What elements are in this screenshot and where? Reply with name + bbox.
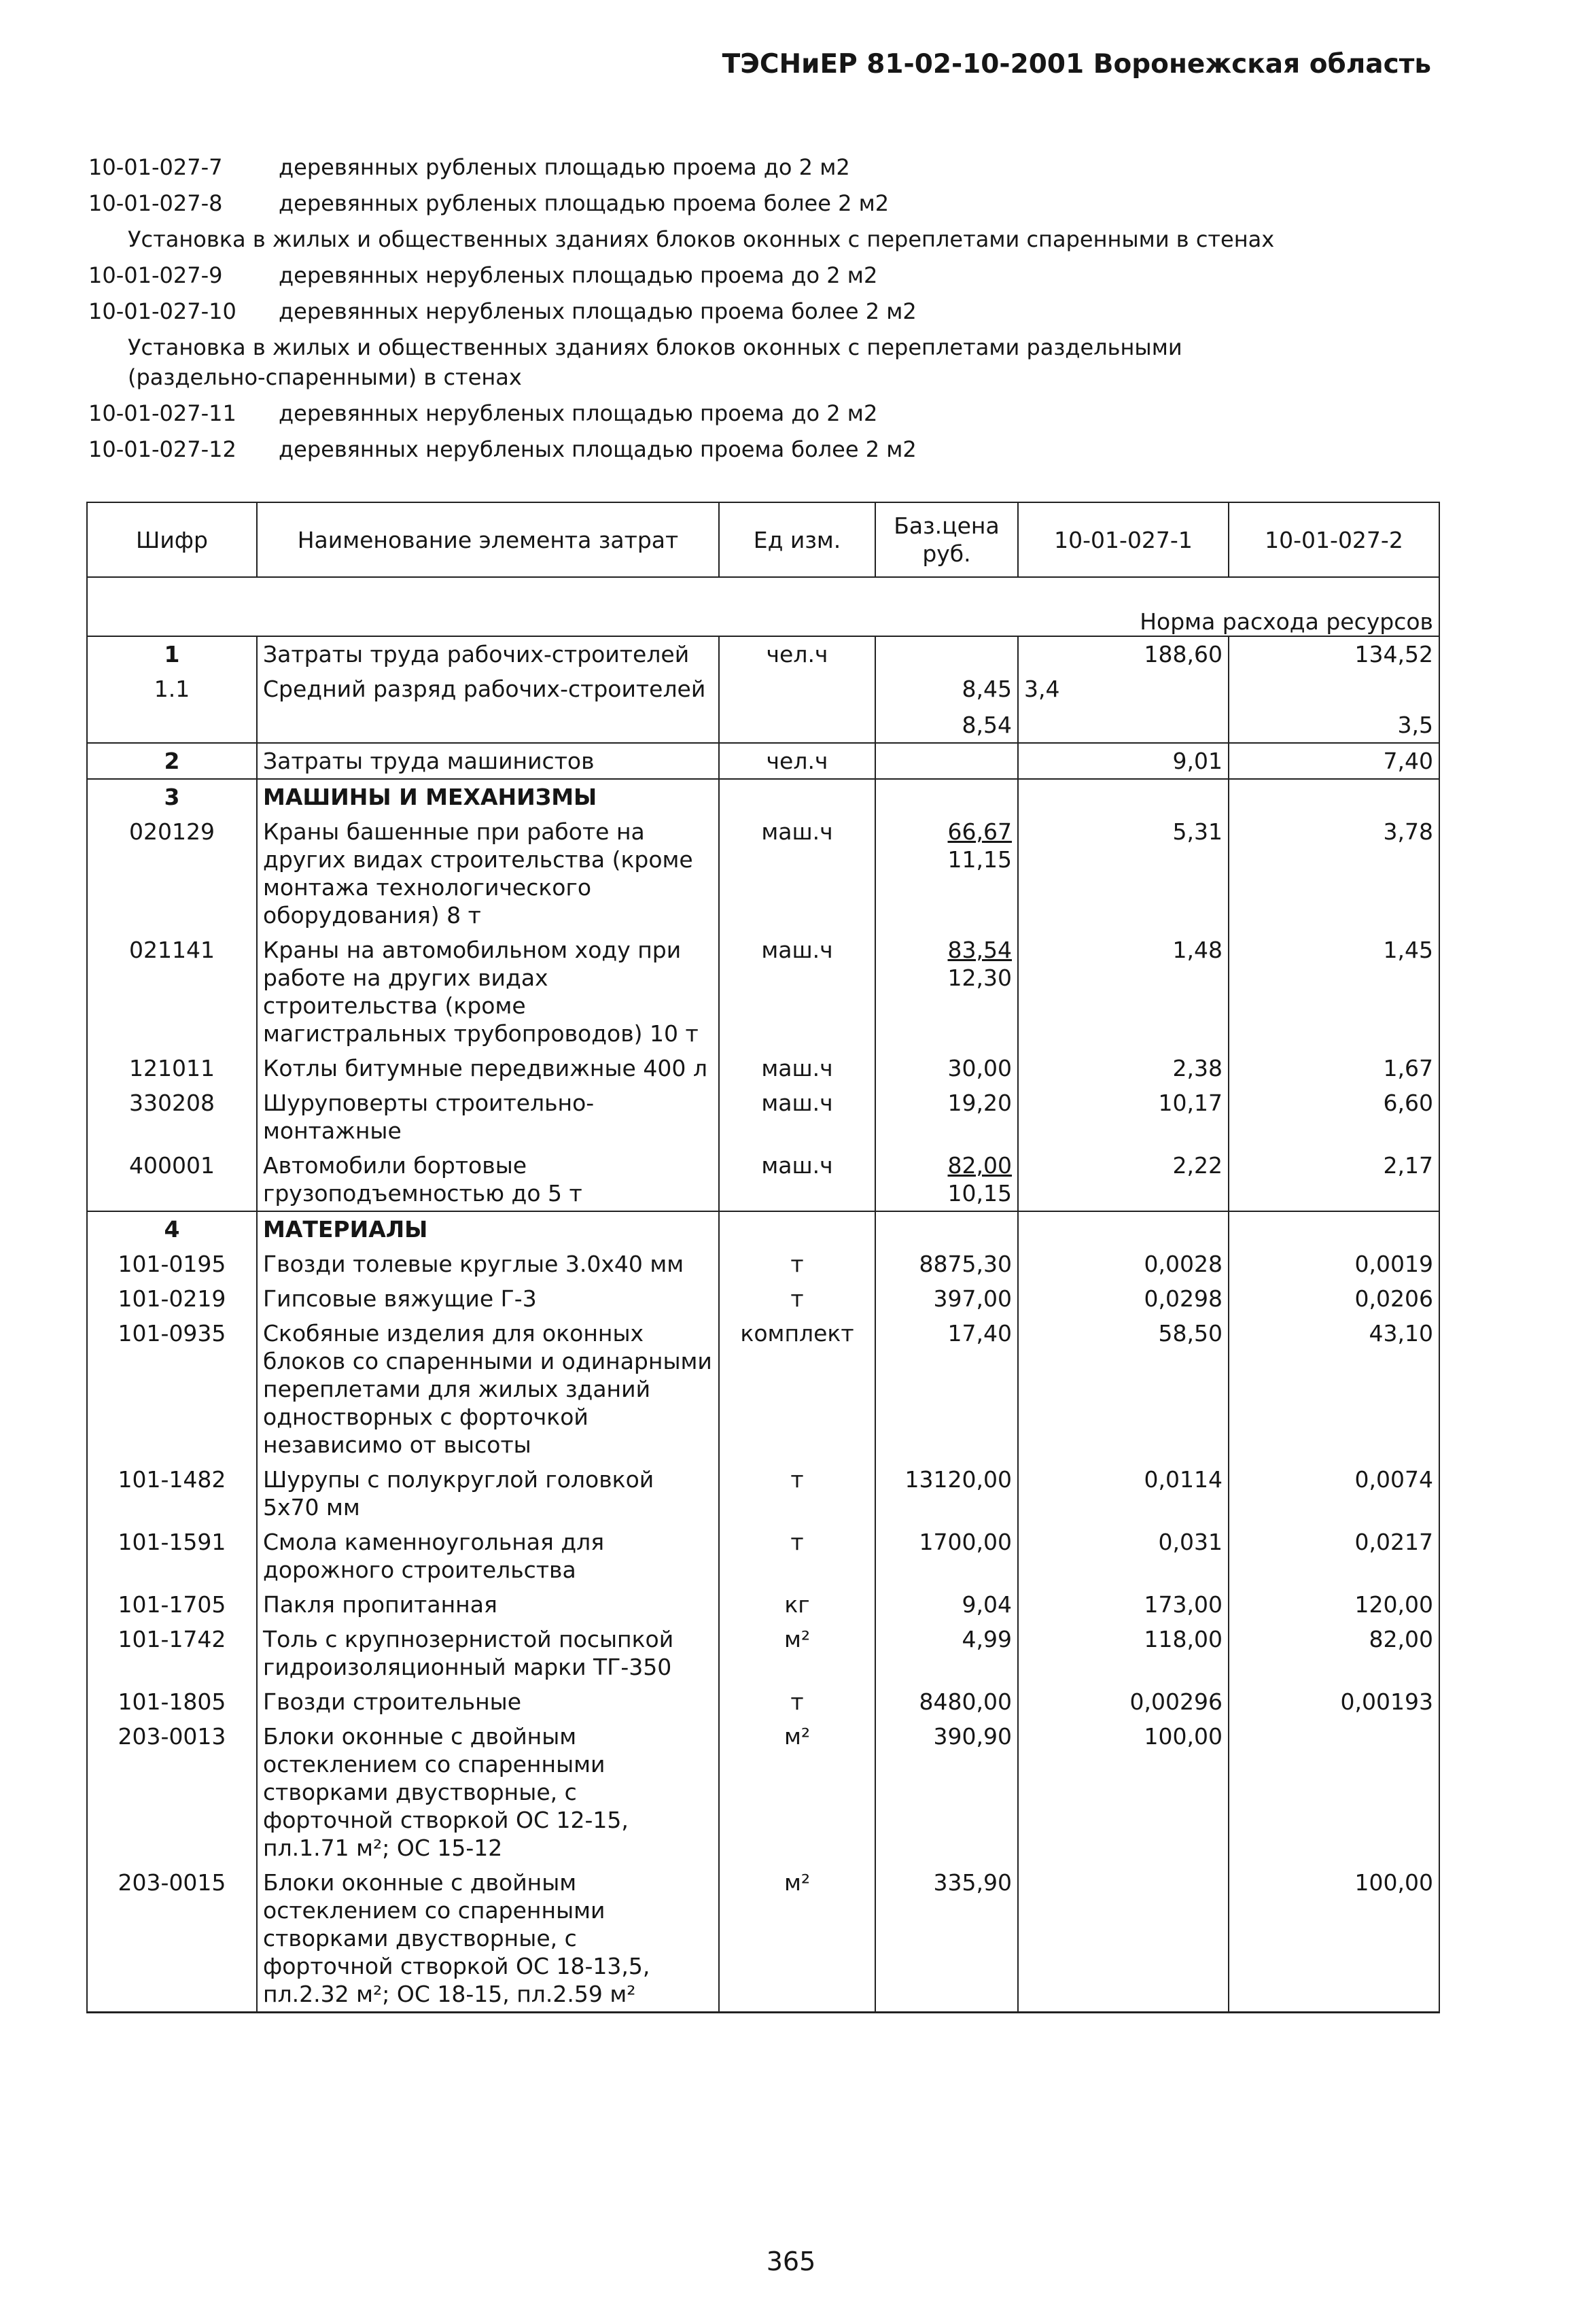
intro-group-heading	[88, 332, 1447, 392]
intro-code: 10-01-027-11	[88, 400, 236, 426]
row-value-1: 5,31	[1018, 814, 1229, 933]
header-cell: 10-01-027-1	[1018, 502, 1229, 577]
header-cell: Шифр	[87, 502, 257, 577]
row-price: 83,54	[947, 937, 1012, 963]
table-row	[87, 1525, 1439, 1587]
row-value-2: 0,0206	[1229, 1281, 1439, 1316]
table-row	[87, 1086, 1439, 1148]
row-code: 101-1482	[87, 1462, 257, 1525]
intro-text: Установка в жилых и общественных зданиях блоков оконных с переплетами спаренными в стенах	[128, 226, 1275, 252]
row-name: Пакля пропитанная	[257, 1587, 719, 1622]
row-price-cell	[875, 1051, 1018, 1086]
row-price-2: 11,15	[947, 846, 1012, 873]
row-price-cell	[875, 1086, 1018, 1148]
row-code: 101-0935	[87, 1316, 257, 1462]
row-value-2: 3,78	[1229, 814, 1439, 933]
row-price-cell	[875, 933, 1018, 1051]
page-number: 365	[766, 2247, 816, 2276]
row-code: 101-1591	[87, 1525, 257, 1587]
norm-label: Норма расхода ресурсов	[87, 577, 1439, 636]
row-value-2: 1,67	[1229, 1051, 1439, 1086]
row-value-1: 2,38	[1018, 1051, 1229, 1086]
row-value-2: 134,52	[1229, 636, 1439, 672]
intro-list	[88, 152, 1447, 470]
row-price: 1700,00	[875, 1525, 1018, 1587]
row-price: 390,90	[875, 1719, 1018, 1865]
row-price: 397,00	[875, 1281, 1018, 1316]
row-value-1: 173,00	[1018, 1587, 1229, 1622]
row-value-1: 0,031	[1018, 1525, 1229, 1587]
row-value-1: 10,17	[1018, 1086, 1229, 1148]
row-value-1: 3,4	[1024, 676, 1060, 702]
table-row	[87, 1148, 1439, 1211]
row-value-2: 0,0019	[1229, 1247, 1439, 1281]
row-name: Гипсовые вяжущие Г-3	[257, 1281, 719, 1316]
row-price: 66,67	[947, 818, 1012, 845]
row-name: Краны башенные при работе на других видах строительства (кроме монтажа технологического оборудования) 8 т	[257, 814, 719, 933]
intro-line	[88, 434, 1447, 464]
intro-code: 10-01-027-7	[88, 154, 223, 180]
row-price: 8480,00	[875, 1684, 1018, 1719]
row-price: 13120,00	[875, 1462, 1018, 1525]
table-row	[87, 1051, 1439, 1086]
row-name: Автомобили бортовые грузоподъемностью до 5 т	[257, 1148, 719, 1211]
intro-code: 10-01-027-12	[88, 436, 236, 462]
row-value-1: 188,60	[1018, 636, 1229, 672]
intro-code: 10-01-027-10	[88, 298, 236, 324]
row-value-2: 43,10	[1229, 1316, 1439, 1462]
row-name: Краны на автомобильном ходу при работе на других видах строительства (кроме магистральных трубопроводов) 10 т	[257, 933, 719, 1051]
intro-text: деревянных нерубленых площадью проема до 2 м2	[279, 262, 878, 288]
table-row	[87, 743, 1439, 779]
row-unit: чел.ч	[719, 636, 875, 672]
row-name: Гвозди толевые круглые 3.0х40 мм	[257, 1247, 719, 1281]
table-row	[87, 1247, 1439, 1281]
row-unit: м²	[719, 1622, 875, 1684]
machines-body	[87, 814, 1439, 1211]
row-price: 8,45	[962, 676, 1012, 702]
row-price-cell	[875, 1148, 1018, 1211]
row-value-1: 118,00	[1018, 1622, 1229, 1684]
row-value-1: 2,22	[1018, 1148, 1229, 1211]
document-header: ТЭСНиЕР 81-02-10-2001 Воронежская область	[722, 49, 1431, 80]
row-price: 335,90	[875, 1865, 1018, 2013]
row-unit: т	[719, 1525, 875, 1587]
row-name: Смола каменноугольная для дорожного строительства	[257, 1525, 719, 1587]
table-row	[87, 1316, 1439, 1462]
row-price-2: 10,15	[947, 1180, 1012, 1207]
section-code: 4	[87, 1211, 257, 1247]
row-value-2: 0,0074	[1229, 1462, 1439, 1525]
row-unit: маш.ч	[719, 1148, 875, 1211]
row-code: 101-1805	[87, 1684, 257, 1719]
row-code: 1.1	[87, 672, 257, 743]
intro-line	[88, 260, 1447, 290]
row-price-2: 12,30	[947, 965, 1012, 991]
intro-text: деревянных нерубленых площадью проема до 2 м2	[279, 400, 878, 426]
row-price: 30,00	[947, 1055, 1012, 1081]
row-code: 020129	[87, 814, 257, 933]
intro-code: 10-01-027-8	[88, 190, 223, 216]
row-name: Шуруповерты строительно-монтажные	[257, 1086, 719, 1148]
row-value-1: 0,0114	[1018, 1462, 1229, 1525]
norm-label-row	[87, 577, 1439, 636]
table-row	[87, 1865, 1439, 2013]
row-value-2	[1229, 1719, 1439, 1865]
table-row	[87, 1462, 1439, 1525]
row-value-2: 100,00	[1229, 1865, 1439, 2013]
table-row	[87, 1719, 1439, 1865]
row-price: 9,04	[875, 1587, 1018, 1622]
row-code: 330208	[87, 1086, 257, 1148]
row-value-1: 100,00	[1018, 1719, 1229, 1865]
row-name: Котлы битумные передвижные 400 л	[257, 1051, 719, 1086]
row-value-2: 2,17	[1229, 1148, 1439, 1211]
row-price: 17,40	[875, 1316, 1018, 1462]
intro-text: деревянных нерубленых площадью проема более 2 м2	[279, 298, 917, 324]
row-unit: т	[719, 1684, 875, 1719]
row-value-2: 1,45	[1229, 933, 1439, 1051]
row-name: Толь с крупнозернистой посыпкой гидроизоляционный марки ТГ-350	[257, 1622, 719, 1684]
row-price-2: 8,54	[962, 712, 1012, 738]
section-row	[87, 1211, 1439, 1247]
row-code: 203-0013	[87, 1719, 257, 1865]
row-unit: м²	[719, 1865, 875, 2013]
row-code: 400001	[87, 1148, 257, 1211]
row-value-1	[1018, 1865, 1229, 2013]
resource-table	[86, 502, 1440, 2013]
table-row	[87, 672, 1439, 743]
intro-text: деревянных рубленых площадью проема более 2 м2	[279, 190, 890, 216]
intro-text: деревянных рубленых площадью проема до 2 м2	[279, 154, 850, 180]
header-cell: Баз.цена руб.	[875, 502, 1018, 577]
row-unit: чел.ч	[719, 743, 875, 779]
row-code: 121011	[87, 1051, 257, 1086]
row-unit: т	[719, 1247, 875, 1281]
intro-line	[88, 152, 1447, 182]
row-value-2: 7,40	[1229, 743, 1439, 779]
row-value-2: 120,00	[1229, 1587, 1439, 1622]
table-row	[87, 1587, 1439, 1622]
row-name: Затраты труда машинистов	[257, 743, 719, 779]
header-cell: Наименование элемента затрат	[257, 502, 719, 577]
row-code: 101-1742	[87, 1622, 257, 1684]
row-unit: кг	[719, 1587, 875, 1622]
row-code: 1	[87, 636, 257, 672]
row-value-2: 0,00193	[1229, 1684, 1439, 1719]
table-row	[87, 933, 1439, 1051]
row-name: Блоки оконные с двойным остеклением со спаренными створками двустворные, с форточной створкой ОС 18-13,5, пл.2.32 м²; ОС 18-15, пл.2.59 м²	[257, 1865, 719, 2013]
materials-body	[87, 1247, 1439, 2013]
row-unit: м²	[719, 1719, 875, 1865]
table-row	[87, 1684, 1439, 1719]
section-title: МАШИНЫ И МЕХАНИЗМЫ	[257, 779, 719, 814]
row-price: 82,00	[947, 1152, 1012, 1179]
row-code: 203-0015	[87, 1865, 257, 2013]
row-name: Блоки оконные с двойным остеклением со спаренными створками двустворные, с форточной створкой ОС 12-15, пл.1.71 м²; ОС 15-12	[257, 1719, 719, 1865]
row-value-1: 0,00296	[1018, 1684, 1229, 1719]
header-cell: Ед изм.	[719, 502, 875, 577]
row-unit: маш.ч	[719, 1051, 875, 1086]
row-code: 101-0195	[87, 1247, 257, 1281]
row-unit: маш.ч	[719, 814, 875, 933]
row-code: 101-1705	[87, 1587, 257, 1622]
row-code: 2	[87, 743, 257, 779]
table-header-row	[87, 502, 1439, 577]
section-row	[87, 779, 1439, 814]
row-value-2: 6,60	[1229, 1086, 1439, 1148]
row-value-2: 3,5	[1397, 712, 1433, 738]
intro-line	[88, 398, 1447, 428]
row-value-2: 0,0217	[1229, 1525, 1439, 1587]
row-code: 021141	[87, 933, 257, 1051]
header-cell: 10-01-027-2	[1229, 502, 1439, 577]
row-name: Затраты труда рабочих-строителей	[257, 636, 719, 672]
table-row	[87, 1281, 1439, 1316]
intro-text: Установка в жилых и общественных зданиях блоков оконных с переплетами раздельными (раздельно-спаренными) в стенах	[128, 334, 1182, 390]
row-name: Средний разряд рабочих-строителей	[257, 672, 719, 743]
row-unit: т	[719, 1281, 875, 1316]
row-value-2: 82,00	[1229, 1622, 1439, 1684]
intro-line	[88, 188, 1447, 218]
row-unit: комплект	[719, 1316, 875, 1462]
table-row	[87, 636, 1439, 672]
row-price: 19,20	[947, 1090, 1012, 1116]
row-value-1: 9,01	[1018, 743, 1229, 779]
row-unit: маш.ч	[719, 1086, 875, 1148]
row-name: Гвозди строительные	[257, 1684, 719, 1719]
row-price: 8875,30	[875, 1247, 1018, 1281]
intro-code: 10-01-027-9	[88, 262, 223, 288]
section-title: МАТЕРИАЛЫ	[257, 1211, 719, 1247]
row-unit: маш.ч	[719, 933, 875, 1051]
row-name: Шурупы с полукруглой головкой 5х70 мм	[257, 1462, 719, 1525]
row-unit: т	[719, 1462, 875, 1525]
intro-text: деревянных нерубленых площадью проема более 2 м2	[279, 436, 917, 462]
row-price: 4,99	[875, 1622, 1018, 1684]
row-value-1: 0,0298	[1018, 1281, 1229, 1316]
intro-line	[88, 296, 1447, 326]
section-code: 3	[87, 779, 257, 814]
table-row	[87, 814, 1439, 933]
row-value-1: 1,48	[1018, 933, 1229, 1051]
table-row	[87, 1622, 1439, 1684]
row-value-1: 58,50	[1018, 1316, 1229, 1462]
section-4-body	[87, 1211, 1439, 1247]
intro-group-heading	[88, 224, 1447, 254]
row-value-1: 0,0028	[1018, 1247, 1229, 1281]
row-price-cell	[875, 814, 1018, 933]
row-name: Скобяные изделия для оконных блоков со спаренными и одинарными переплетами для жилых зданий одностворных с форточкой независимо от высоты	[257, 1316, 719, 1462]
row-code: 101-0219	[87, 1281, 257, 1316]
